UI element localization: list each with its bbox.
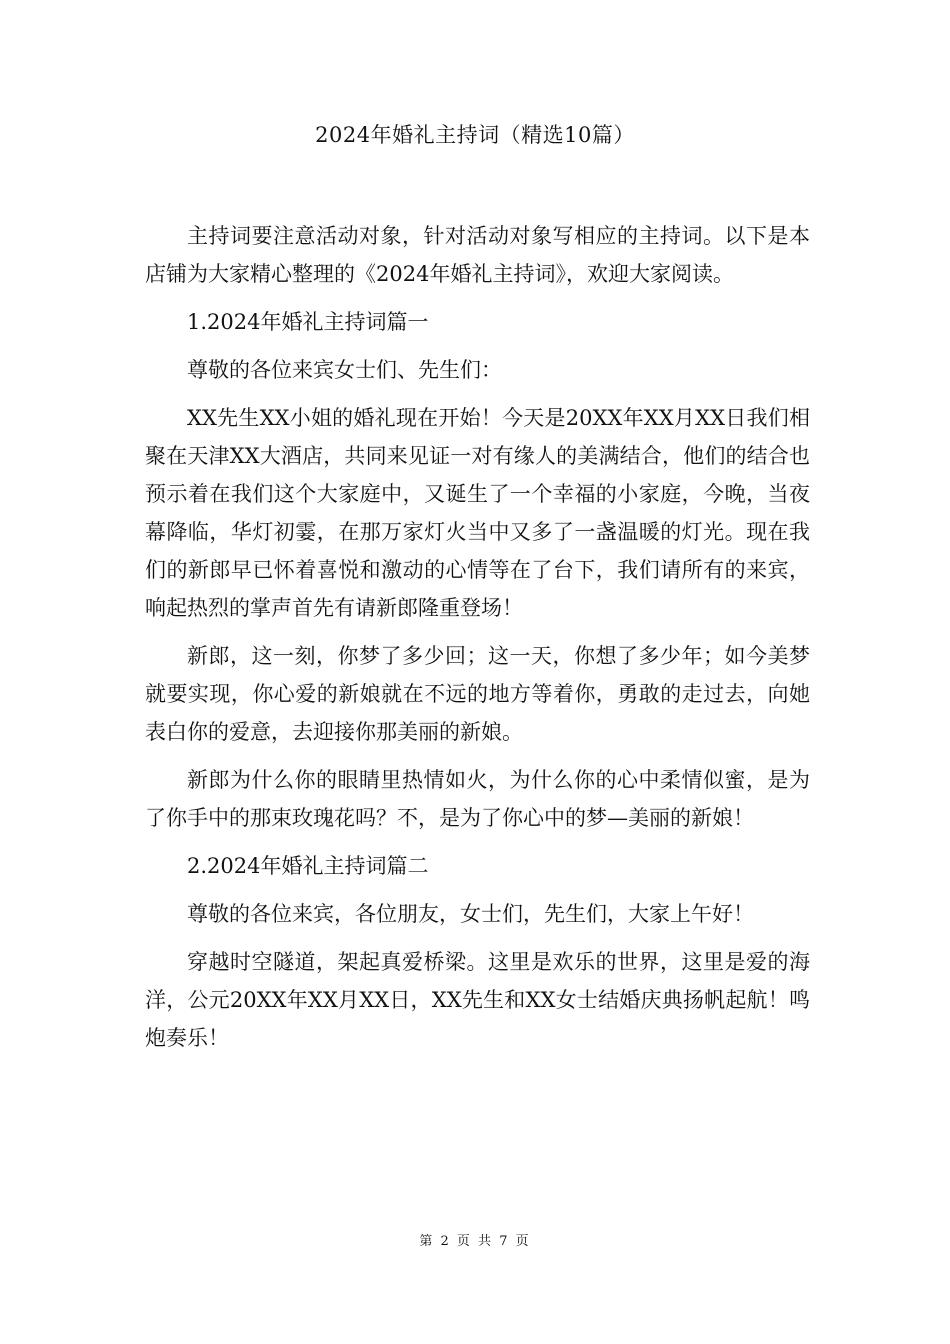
body-paragraph: 新郎，这一刻，你梦了多少回；这一天，你想了多少年；如今美梦就要实现，你心爱的新娘就在不远的地方等着你，勇敢的走过去，向她表白你的爱意，去迎接你那美丽的新娘。 bbox=[145, 644, 810, 744]
body-paragraph: 穿越时空隧道，架起真爱桥梁。这里是欢乐的世界，这里是爱的海洋，公元20XX年XX月XX日，XX先生和XX女士结婚庆典扬帆起航！鸣炮奏乐！ bbox=[145, 950, 810, 1050]
document-body bbox=[145, 217, 810, 1067]
intro-paragraph: 主持词要注意活动对象，针对活动对象写相应的主持词。以下是本店铺为大家精心整理的《2024年婚礼主持词》，欢迎大家阅读。 bbox=[145, 224, 810, 286]
salutation-paragraph: 尊敬的各位来宾，各位朋友，女士们，先生们，大家上午好！ bbox=[187, 902, 754, 926]
section-heading-1: 1.2024年婚礼主持词篇一 bbox=[187, 310, 429, 334]
section-heading-2: 2.2024年婚礼主持词篇二 bbox=[187, 854, 429, 878]
salutation-paragraph: 尊敬的各位来宾女士们、先生们： bbox=[187, 358, 502, 382]
page-number: 第 2 页 共 7 页 bbox=[419, 1234, 531, 1249]
body-paragraph: 新郎为什么你的眼睛里热情如火，为什么你的心中柔情似蜜，是为了你手中的那束玫瑰花吗？不，是为了你心中的梦—美丽的新娘！ bbox=[145, 768, 810, 830]
document-title: 2024年婚礼主持词（精选10篇） bbox=[315, 123, 635, 147]
body-paragraph: XX先生XX小姐的婚礼现在开始！今天是20XX年XX月XX日我们相聚在天津XX大酒店，共同来见证一对有缘人的美满结合，他们的结合也预示着在我们这个大家庭中，又诞生了一个幸福的小家庭，今晚，当夜幕降临，华灯初霎，在那万家灯火当中又多了一盏温暖的灯光。现在我们的新郎早已怀着喜悦和激动的心情等在了台下，我们请所有的来宾，响起热烈的掌声首先有请新郎隆重登场！ bbox=[145, 406, 810, 620]
